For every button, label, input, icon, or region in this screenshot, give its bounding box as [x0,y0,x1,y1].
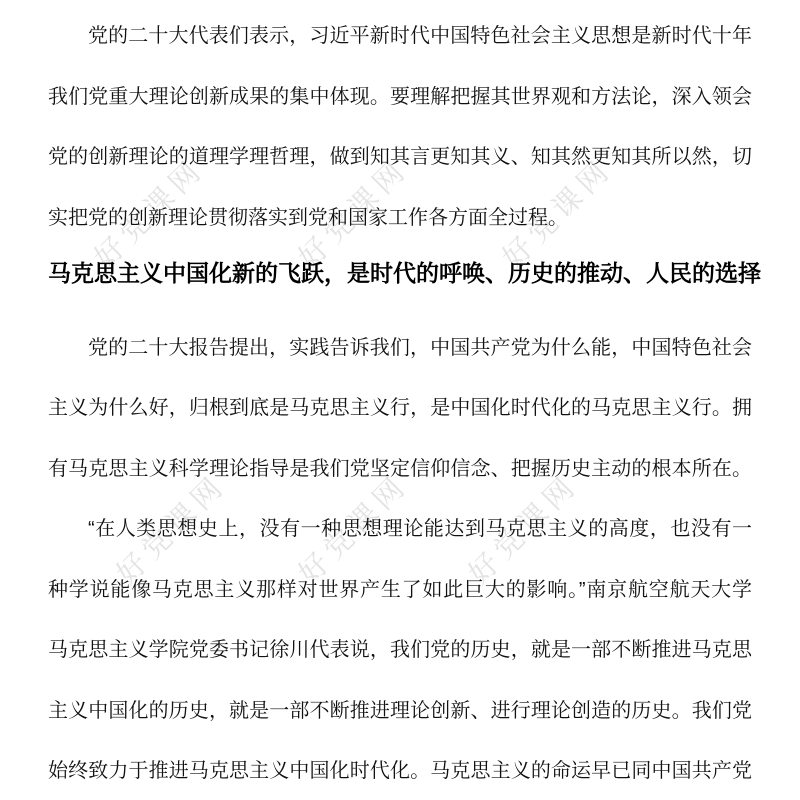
body-line: 党的创新理论的道理学理哲理，做到知其言更知其义、知其然更知其所以然，切 [48,146,752,168]
body-line: 种学说能像马克思主义那样对世界产生了如此巨大的影响。”南京航空航天大学 [48,578,752,601]
watermark-text: 好党课网 [462,468,585,591]
paragraph [48,6,752,248]
watermark-text: 好党课网 [292,468,415,591]
document-content [48,6,761,800]
watermark-text: 好党课网 [88,152,211,275]
body-line: 党的二十大报告提出，实践告诉我们，中国共产党为什么能，中国特色社会 [88,336,752,359]
section-heading: 马克思主义中国化新的飞跃，是时代的呼唤、历史的推动、人民的选择 [48,260,761,286]
body-line: 始终致力于推进马克思主义中国化时代化。马克思主义的命运早已同中国共产党 [48,760,752,782]
paragraph [48,499,752,800]
body-line: 党的二十大代表们表示，习近平新时代中国特色社会主义思想是新时代十年 [88,25,752,47]
body-line: 主义为什么好，归根到底是马克思主义行，是中国化时代化的马克思主义行。拥 [48,397,752,419]
watermark-text: 好党课网 [496,152,619,275]
body-line: 马克思主义学院党委书记徐川代表说，我们党的历史，就是一部不断推进马克思 [48,639,752,661]
body-line: 有马克思主义科学理论指导是我们党坚定信仰信念、把握历史主动的根本所在。 [48,457,752,480]
paragraph [48,318,752,500]
watermark-text: 好党课网 [292,152,415,275]
watermark-text: 好党课网 [110,468,233,591]
body-line: “在人类思想史上，没有一种思想理论能达到马克思主义的高度，也没有一 [88,518,752,540]
body-line: 主义中国化的历史，就是一部不断推进理论创新、进行理论创造的历史。我们党 [48,699,752,722]
body-line: 我们党重大理论创新成果的集中体现。要理解把握其世界观和方法论，深入领会 [48,85,752,108]
body-line: 实把党的创新理论贯彻落实到党和国家工作各方面全过程。 [48,206,568,229]
